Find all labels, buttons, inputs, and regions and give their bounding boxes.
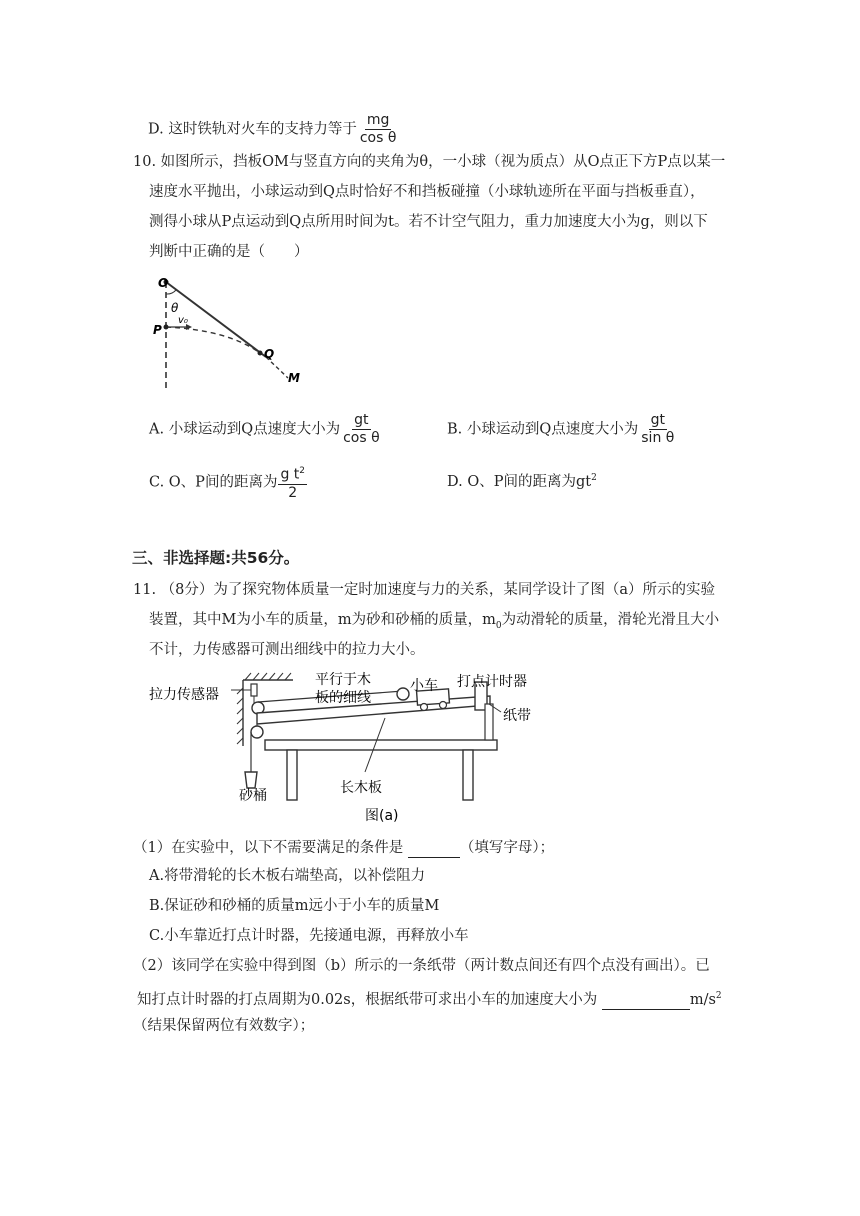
- fraction-denominator: sin θ: [641, 430, 675, 446]
- numerator-exponent: 2: [299, 466, 306, 476]
- q10-option-c-text: C. O、P间的距离为: [149, 474, 278, 491]
- label-sensor: 拉力传感器: [149, 687, 219, 703]
- q10-stem-line1: 10. 如图所示，挡板OM与竖直方向的夹角为θ，一小球（视为质点）从O点正下方P点以某一: [133, 154, 726, 170]
- table-top: [265, 740, 497, 750]
- q11-m0-subscript: 0: [495, 620, 502, 631]
- label-v0: v₀: [178, 315, 188, 326]
- cart-wheel: [421, 704, 428, 711]
- answer-blank-1[interactable]: [408, 843, 460, 858]
- label-board: 长木板: [340, 780, 382, 796]
- table-leg-right: [463, 750, 473, 800]
- q11-sub1-text: （1）在实验中，以下不需要满足的条件是: [133, 840, 404, 856]
- q11-sub2-line3: （结果保留两位有效数字）；: [133, 1018, 315, 1034]
- unit-text: m/s: [689, 991, 716, 1008]
- q10-figure: [148, 272, 318, 397]
- q11-figure-a: [145, 668, 555, 828]
- q11-sub2-line1: （2）该同学在实验中得到图（b）所示的一条纸带（两计数点间还有四个点没有画出）。已: [133, 958, 710, 974]
- point-q: [258, 351, 263, 356]
- q10-option-b-fraction: [639, 412, 676, 447]
- q11-stem-line2-a: 装置，其中M为小车的质量，m为砂和砂桶的质量，m: [149, 612, 496, 628]
- figure-caption: 图(a): [365, 808, 399, 824]
- label-bucket: 砂桶: [239, 788, 267, 804]
- q10-option-c-fraction: [278, 463, 307, 502]
- numerator-base: g t: [280, 466, 300, 483]
- board-support: [485, 704, 493, 740]
- label-car: 小车: [410, 678, 438, 694]
- q10-option-d-text: D. O、P间的距离为gt: [447, 473, 592, 490]
- section-heading: 三、非选择题:共56分。: [132, 549, 300, 567]
- label-tape: 纸带: [503, 708, 531, 724]
- q11-sub2-line2-text: 知打点计时器的打点周期为0.02s，根据纸带可求出小车的加速度大小为: [137, 991, 598, 1008]
- q10-stem-line3: 测得小球从P点运动到Q点所用时间为t。若不计空气阻力，重力加速度大小为g，则以下: [149, 214, 708, 230]
- q10-option-a-text: A. 小球运动到Q点速度大小为: [149, 421, 341, 438]
- q11-stem-line2-b: 为动滑轮的质量，滑轮光滑且大小: [501, 612, 720, 628]
- wall-hatch: [237, 688, 243, 744]
- q10-option-b-text: B. 小球运动到Q点速度大小为: [447, 421, 639, 438]
- cart-wheel: [440, 702, 447, 709]
- q10-option-a-fraction: [341, 412, 382, 447]
- fraction-numerator: mg: [366, 112, 390, 128]
- long-board: [257, 696, 490, 724]
- q9-option-d-fraction: [358, 112, 399, 147]
- theta-arc: [166, 290, 176, 294]
- label-p: P: [153, 323, 162, 337]
- fraction-numerator: [278, 463, 307, 485]
- q11-option-c: C.小车靠近打点计时器，先接通电源，再释放小车: [149, 928, 469, 944]
- q10-stem-line2: 速度水平抛出，小球运动到Q点时恰好不和挡板碰撞（小球轨迹所在平面与挡板垂直），: [149, 184, 705, 200]
- q11-sub1: [133, 838, 554, 858]
- q10-stem-line4: 判断中正确的是（ ）: [149, 244, 309, 260]
- q11-stem-line3: 不计，力传感器可测出细线中的拉力大小。: [149, 642, 425, 658]
- label-q: Q: [264, 347, 275, 361]
- label-timer: 打点计时器: [457, 674, 527, 690]
- point-p: [164, 325, 169, 330]
- q11-sub2-line2: [137, 986, 722, 1010]
- ball-trajectory: [166, 327, 260, 353]
- board-pulley: [397, 688, 409, 700]
- label-string-top: 平行于木: [315, 672, 371, 688]
- unit-exponent: 2: [715, 991, 722, 1001]
- fraction-numerator: gt: [354, 412, 369, 428]
- label-string-bottom: 板的细线: [315, 690, 371, 706]
- answer-blank-2[interactable]: [602, 995, 690, 1010]
- q10-option-c: [149, 463, 307, 502]
- fraction-denominator: cos θ: [343, 430, 380, 446]
- force-sensor: [251, 684, 257, 696]
- q9-option-d: [148, 112, 398, 147]
- label-m: M: [288, 371, 300, 385]
- label-theta: θ: [171, 301, 179, 315]
- fraction-denominator: cos θ: [359, 130, 397, 146]
- fraction-numerator: gt: [650, 412, 665, 428]
- q11-stem-line1: 11. （8分）为了探究物体质量一定时加速度与力的关系，某同学设计了图（a）所示的实验: [133, 582, 716, 598]
- table-leg-left: [287, 750, 297, 800]
- ceiling-hatch: [245, 673, 291, 680]
- q11-sub1-tail: （填写字母）；: [459, 840, 555, 856]
- q10-option-b: [447, 412, 676, 447]
- lower-pulley: [251, 726, 263, 738]
- q11-option-a: A.将带滑轮的长木板右端垫高，以补偿阻力: [149, 868, 426, 884]
- q10-option-d-exponent: 2: [591, 473, 597, 483]
- label-o: O: [158, 276, 169, 290]
- q11-stem-line2: [149, 610, 719, 636]
- fraction-denominator: 2: [288, 484, 298, 501]
- q11-option-b: B.保证砂和砂桶的质量m远小于小车的质量M: [149, 898, 440, 914]
- sand-bucket: [245, 772, 257, 788]
- q9-option-d-text: D. 这时铁轨对火车的支持力等于: [148, 121, 357, 138]
- q10-option-d: [447, 468, 597, 492]
- q10-option-a: [149, 412, 382, 447]
